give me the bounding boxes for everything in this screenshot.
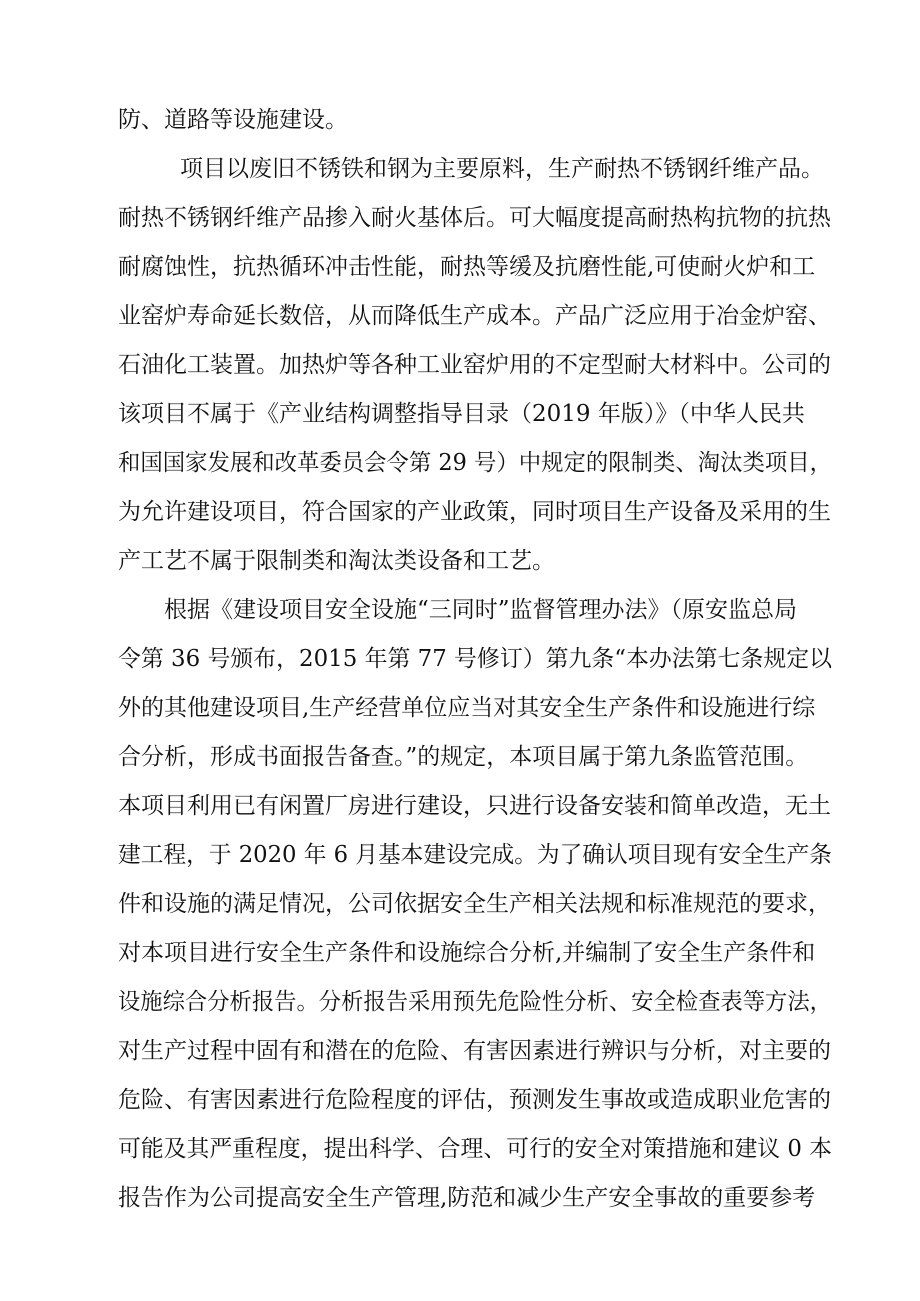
text-line: [0, 982, 920, 1022]
text-line: [0, 835, 920, 875]
line-text: 设施综合分析报告。分析报告采用预先危险性分析、安全检查表等方法，: [118, 989, 832, 1015]
text-line: [0, 884, 920, 924]
text-line: [0, 1080, 920, 1120]
text-line: [0, 688, 920, 728]
line-text: 产工艺不属于限制类和淘汰类设备和工艺。: [118, 548, 555, 574]
line-text: 报告作为公司提高安全生产管理,防范和减少生产安全事故的重要参考: [118, 1185, 816, 1211]
text-line: [0, 639, 920, 679]
text-line: [0, 247, 920, 287]
line-text: 业窑炉寿命延长数倍，从而降低生产成本。产品广泛应用于冶金炉窑、: [118, 303, 831, 329]
text-line: [0, 1129, 920, 1169]
text-line: [0, 394, 920, 434]
text-line: [0, 590, 920, 630]
text-line: [0, 443, 920, 483]
text-line: [0, 345, 920, 385]
line-text: 根据《建设项目安全设施“三同时”监督管理办法》（原安监总局: [164, 597, 798, 623]
text-line: [0, 786, 920, 826]
line-text: 和国国家发展和改革委员会令第 29 号）中规定的限制类、淘汰类项目，: [118, 450, 833, 476]
line-text: 合分析，形成书面报告备查。”的规定，本项目属于第九条监管范围。: [118, 744, 809, 770]
line-text: 可能及其严重程度，提出科学、合理、可行的安全对策措施和建议 0 本: [118, 1136, 833, 1162]
text-line: [0, 1178, 920, 1218]
text-line: [0, 737, 920, 777]
text-line: [0, 1031, 920, 1071]
line-text: 该项目不属于《产业结构调整指导目录（2019 年版）》（中华人民共: [118, 401, 805, 427]
line-text: 耐热不锈钢纤维产品掺入耐火基体后。可大幅度提高耐热构抗物的抗热: [118, 205, 831, 231]
line-text: 对生产过程中固有和潜在的危险、有害因素进行辨识与分析，对主要的: [118, 1038, 831, 1064]
line-text: 防、道路等设施建设。: [118, 107, 348, 133]
text-line: [0, 492, 920, 532]
line-text: 石油化工装置。加热炉等各种工业窑炉用的不定型耐大材料中。公司的: [118, 352, 831, 378]
text-line: [0, 296, 920, 336]
line-text: 为允许建设项目，符合国家的产业政策，同时项目生产设备及采用的生: [118, 499, 831, 525]
line-text: 件和设施的满足情况，公司依据安全生产相关法规和标准规范的要求，: [118, 891, 831, 917]
text-line: [0, 541, 920, 581]
text-line: [0, 933, 920, 973]
text-line: [0, 100, 920, 140]
text-line: [0, 149, 920, 189]
line-text: 对本项目进行安全生产条件和设施综合分析,并编制了安全生产条件和: [118, 940, 816, 966]
text-line: [0, 198, 920, 238]
line-text: 项目以废旧不锈铁和钢为主要原料，生产耐热不锈钢纤维产品。: [180, 156, 824, 182]
line-text: 危险、有害因素进行危险程度的评估，预测发生事故或造成职业危害的: [118, 1087, 831, 1113]
line-text: 耐腐蚀性，抗热循环冲击性能，耐热等缓及抗磨性能,可使耐火炉和工: [118, 254, 816, 280]
line-text: 外的其他建设项目,生产经营单位应当对其安全生产条件和设施进行综: [118, 695, 816, 721]
line-text: 本项目利用已有闲置厂房进行建设，只进行设备安装和简单改造，无土: [118, 793, 831, 819]
line-text: 令第 36 号颁布，2015 年第 77 号修订）第九条“本办法第七条规定以: [118, 646, 833, 672]
line-text: 建工程，于 2020 年 6 月基本建设完成。为了确认项目现有安全生产条: [118, 842, 833, 868]
